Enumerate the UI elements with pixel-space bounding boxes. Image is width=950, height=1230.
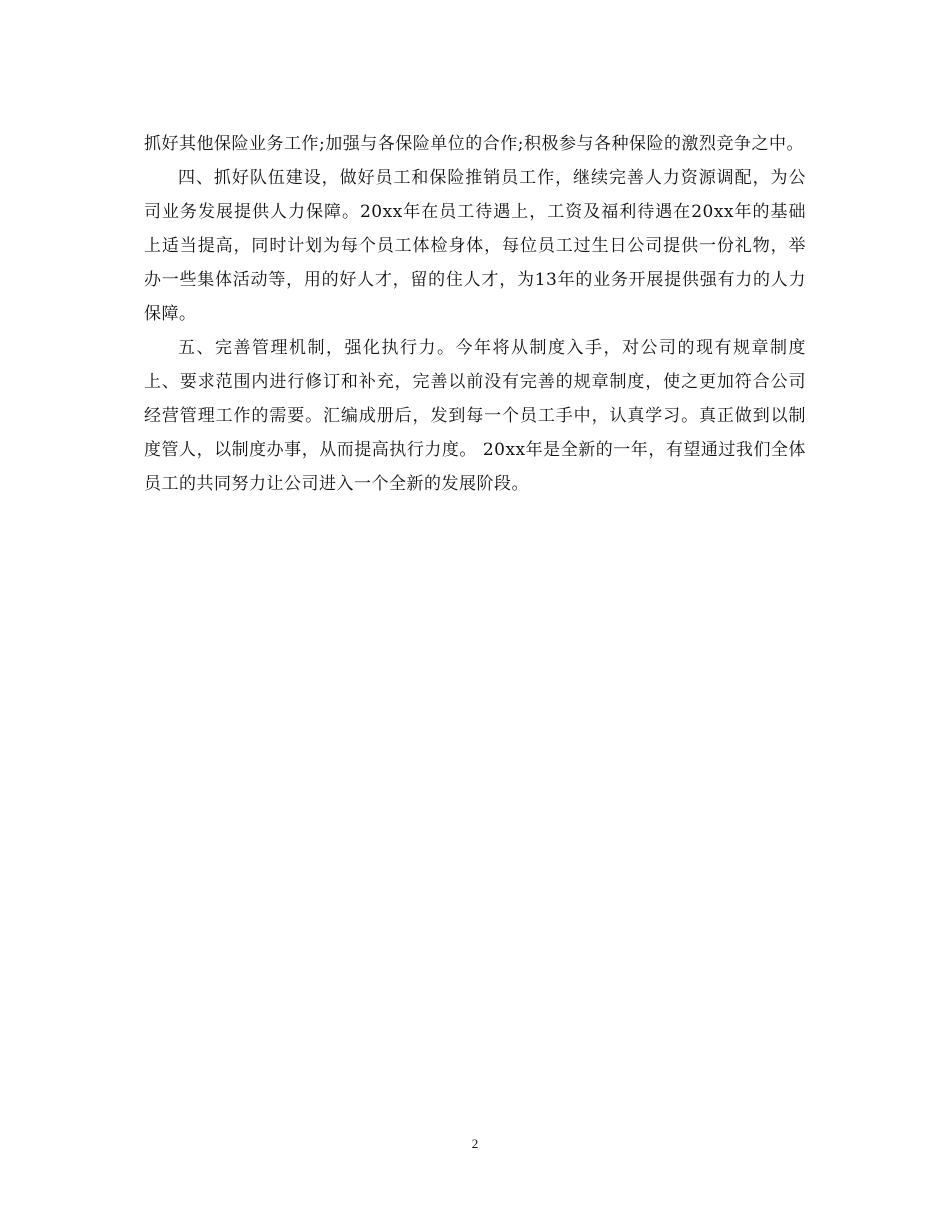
document-body — [144, 127, 806, 501]
page-number: 2 — [471, 1136, 479, 1151]
paragraph-continuation: 抓好其他保险业务工作;加强与各保险单位的合作;积极参与各种保险的激烈竞争之中。 — [144, 134, 804, 154]
paragraph-team-building: 四、抓好队伍建设，做好员工和保险推销员工作，继续完善人力资源调配，为公司业务发展提供人力保障。20xx年在员工待遇上，工资及福利待遇在20xx年的基础上适当提高，同时计划为每个员工体检身体，每位员工过生日公司提供一份礼物，举办一些集体活动等，用的好人才，留的住人才，为13年的业务开展提供强有力的人力保障。 — [144, 168, 806, 324]
paragraph-management-mechanism: 五、完善管理机制，强化执行力。今年将从制度入手，对公司的现有规章制度上、要求范围内进行修订和补充，完善以前没有完善的规章制度，使之更加符合公司经营管理工作的需要。汇编成册后，发到每一个员工手中，认真学习。真正做到以制度管人，以制度办事，从而提高执行力度。 20xx年是全新的一年，有望通过我们全体员工的共同努力让公司进入一个全新的发展阶段。 — [144, 338, 806, 494]
